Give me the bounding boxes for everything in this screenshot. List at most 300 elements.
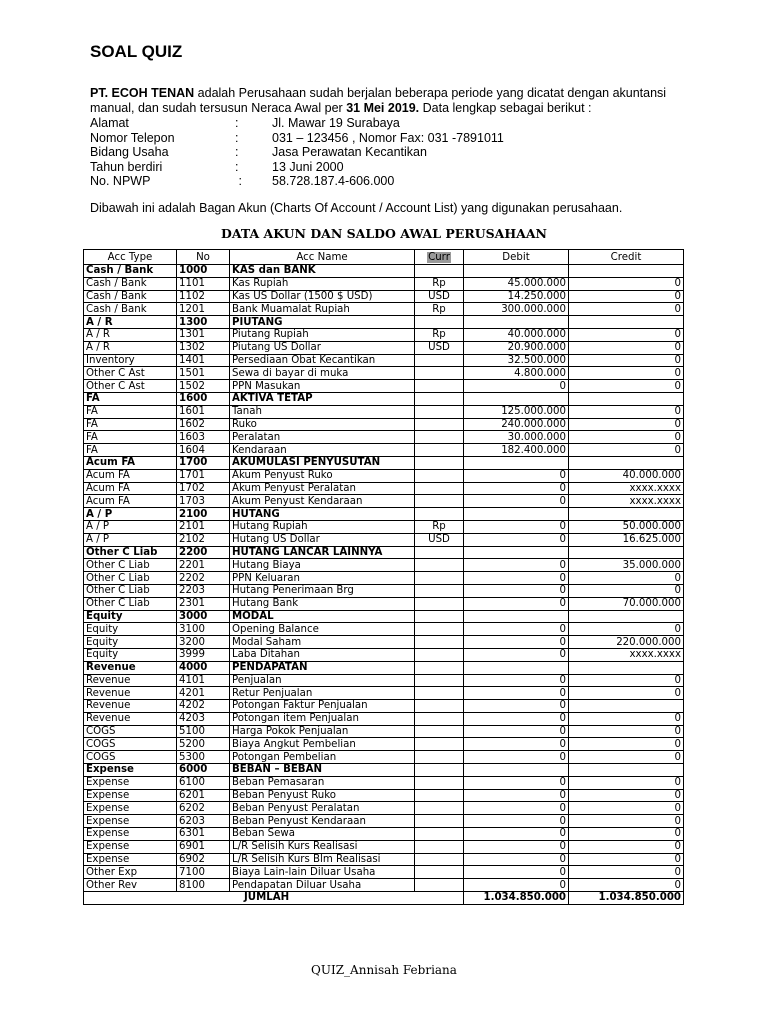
curr-cell: [415, 725, 464, 738]
acc-type-cell: Expense: [84, 802, 177, 815]
info-row: Tahun berdiri : 13 Juni 2000: [90, 159, 344, 174]
acc-name-cell: Peralatan: [230, 431, 415, 444]
acc-name-cell: Biaya Lain-lain Diluar Usaha: [230, 866, 415, 879]
curr-cell: [415, 636, 464, 649]
table-row: [84, 674, 684, 687]
debit-cell: 0: [464, 789, 569, 802]
acc-name-cell: Kas US Dollar (1500 $ USD): [230, 290, 415, 303]
debit-cell: 40.000.000: [464, 328, 569, 341]
credit-cell: 0: [569, 354, 684, 367]
credit-cell: 0: [569, 815, 684, 828]
credit-cell: 0: [569, 879, 684, 892]
credit-cell: xxxx.xxxx: [569, 495, 684, 508]
curr-cell: USD: [415, 341, 464, 354]
acc-no-cell: 2202: [177, 572, 230, 585]
debit-cell: 4.800.000: [464, 367, 569, 380]
credit-cell: 0: [569, 725, 684, 738]
acc-type-cell: Cash / Bank: [84, 290, 177, 303]
acc-no-cell: 4201: [177, 687, 230, 700]
curr-cell: [415, 482, 464, 495]
curr-cell: [415, 572, 464, 585]
credit-cell: 0: [569, 431, 684, 444]
debit-cell: [464, 456, 569, 469]
acc-no-cell: 1401: [177, 354, 230, 367]
acc-type-cell: Acum FA: [84, 482, 177, 495]
acc-type-cell: Revenue: [84, 687, 177, 700]
curr-cell: Rp: [415, 303, 464, 316]
credit-cell: [569, 546, 684, 559]
acc-type-cell: Other Rev: [84, 879, 177, 892]
acc-type-cell: Cash / Bank: [84, 265, 177, 278]
acc-type-cell: Equity: [84, 623, 177, 636]
table-group-row: [84, 546, 684, 559]
curr-cell: [415, 661, 464, 674]
table-group-row: [84, 661, 684, 674]
acc-type-cell: FA: [84, 444, 177, 457]
debit-cell: 0: [464, 674, 569, 687]
table-row: [84, 712, 684, 725]
debit-cell: 0: [464, 802, 569, 815]
debit-cell: [464, 764, 569, 777]
table-row: [84, 341, 684, 354]
credit-cell: 0: [569, 405, 684, 418]
acc-no-cell: 3100: [177, 623, 230, 636]
credit-cell: 0: [569, 367, 684, 380]
curr-cell: [415, 559, 464, 572]
acc-name-cell: BEBAN – BEBAN: [230, 764, 415, 777]
debit-cell: 0: [464, 853, 569, 866]
table-row: [84, 354, 684, 367]
table-row: [84, 482, 684, 495]
acc-no-cell: 7100: [177, 866, 230, 879]
table-row: [84, 853, 684, 866]
curr-cell: [415, 700, 464, 713]
acc-name-cell: Retur Penjualan: [230, 687, 415, 700]
debit-cell: 0: [464, 520, 569, 533]
debit-cell: [464, 661, 569, 674]
acc-name-cell: Penjualan: [230, 674, 415, 687]
acc-type-cell: Inventory: [84, 354, 177, 367]
debit-cell: 0: [464, 776, 569, 789]
acc-name-cell: Piutang US Dollar: [230, 341, 415, 354]
credit-cell: [569, 764, 684, 777]
acc-no-cell: 1701: [177, 469, 230, 482]
credit-cell: 0: [569, 277, 684, 290]
curr-cell: USD: [415, 290, 464, 303]
acc-no-cell: 6203: [177, 815, 230, 828]
table-body: [84, 265, 684, 892]
col-debit: Debit: [464, 250, 569, 265]
credit-cell: [569, 392, 684, 405]
curr-cell: [415, 789, 464, 802]
total-row: [84, 892, 684, 905]
curr-cell: [415, 444, 464, 457]
col-no: No: [177, 250, 230, 265]
acc-type-cell: Expense: [84, 853, 177, 866]
debit-cell: 0: [464, 840, 569, 853]
curr-cell: [415, 687, 464, 700]
acc-no-cell: 1000: [177, 265, 230, 278]
table-row: [84, 533, 684, 546]
acc-type-cell: Other Exp: [84, 866, 177, 879]
debit-cell: 20.900.000: [464, 341, 569, 354]
table-group-row: [84, 456, 684, 469]
acc-type-cell: Revenue: [84, 661, 177, 674]
credit-cell: 220.000.000: [569, 636, 684, 649]
curr-cell: USD: [415, 533, 464, 546]
acc-name-cell: Beban Penyust Ruko: [230, 789, 415, 802]
debit-cell: 0: [464, 482, 569, 495]
debit-cell: [464, 265, 569, 278]
curr-cell: [415, 316, 464, 329]
acc-type-cell: FA: [84, 418, 177, 431]
acc-no-cell: 6902: [177, 853, 230, 866]
balance-date: 31 Mei 2019.: [346, 101, 420, 115]
curr-cell: [415, 648, 464, 661]
acc-name-cell: Piutang Rupiah: [230, 328, 415, 341]
acc-no-cell: 1703: [177, 495, 230, 508]
table-row: [84, 700, 684, 713]
acc-no-cell: 1601: [177, 405, 230, 418]
debit-cell: 0: [464, 828, 569, 841]
acc-name-cell: Akum Penyust Peralatan: [230, 482, 415, 495]
acc-name-cell: Laba Ditahan: [230, 648, 415, 661]
acc-no-cell: 6301: [177, 828, 230, 841]
acc-type-cell: Other C Liab: [84, 572, 177, 585]
acc-type-cell: Equity: [84, 636, 177, 649]
curr-cell: [415, 418, 464, 431]
acc-no-cell: 1302: [177, 341, 230, 354]
acc-no-cell: 6000: [177, 764, 230, 777]
table-row: [84, 636, 684, 649]
acc-no-cell: 6100: [177, 776, 230, 789]
credit-cell: 0: [569, 303, 684, 316]
credit-cell: 0: [569, 751, 684, 764]
table-row: [84, 738, 684, 751]
acc-type-cell: FA: [84, 405, 177, 418]
acc-name-cell: Hutang US Dollar: [230, 533, 415, 546]
table-group-row: [84, 265, 684, 278]
acc-type-cell: A / R: [84, 328, 177, 341]
acc-type-cell: Other C Liab: [84, 584, 177, 597]
table-row: [84, 789, 684, 802]
table-row: [84, 725, 684, 738]
table-row: [84, 584, 684, 597]
acc-no-cell: 6901: [177, 840, 230, 853]
table-group-row: [84, 508, 684, 521]
acc-name-cell: HUTANG: [230, 508, 415, 521]
acc-name-cell: Opening Balance: [230, 623, 415, 636]
table-row: [84, 828, 684, 841]
curr-cell: [415, 738, 464, 751]
debit-cell: 0: [464, 380, 569, 393]
curr-cell: [415, 751, 464, 764]
table-row: [84, 648, 684, 661]
acc-name-cell: Modal Saham: [230, 636, 415, 649]
curr-cell: [415, 712, 464, 725]
credit-cell: 70.000.000: [569, 597, 684, 610]
curr-cell: [415, 828, 464, 841]
intro-text-1: adalah Perusahaan sudah berjalan beberapa periode yang dicatat dengan akuntansi manual, dan sudah tersusun Neraca Awal per: [90, 86, 667, 115]
table-row: [84, 520, 684, 533]
credit-cell: 0: [569, 572, 684, 585]
acc-no-cell: 2203: [177, 584, 230, 597]
acc-type-cell: Expense: [84, 789, 177, 802]
credit-cell: 0: [569, 712, 684, 725]
debit-cell: 125.000.000: [464, 405, 569, 418]
company-info: [90, 116, 504, 189]
curr-cell: [415, 367, 464, 380]
curr-cell: [415, 392, 464, 405]
debit-cell: 0: [464, 623, 569, 636]
acc-name-cell: Harga Pokok Penjualan: [230, 725, 415, 738]
curr-cell: [415, 469, 464, 482]
acc-type-cell: Expense: [84, 815, 177, 828]
acc-no-cell: 1101: [177, 277, 230, 290]
curr-cell: [415, 456, 464, 469]
table-row: [84, 277, 684, 290]
acc-name-cell: PPN Keluaran: [230, 572, 415, 585]
acc-type-cell: Other C Liab: [84, 597, 177, 610]
credit-cell: 0: [569, 444, 684, 457]
curr-cell: [415, 610, 464, 623]
acc-type-cell: Other C Liab: [84, 559, 177, 572]
curr-cell: [415, 380, 464, 393]
col-acc-type: Acc Type: [84, 250, 177, 265]
acc-no-cell: 1300: [177, 316, 230, 329]
coa-description: Dibawah ini adalah Bagan Akun (Charts Of Account / Account List) yang digunakan perusahaan.: [90, 201, 623, 215]
curr-cell: [415, 405, 464, 418]
debit-cell: 0: [464, 469, 569, 482]
table-row: [84, 303, 684, 316]
debit-cell: 0: [464, 712, 569, 725]
acc-no-cell: 6202: [177, 802, 230, 815]
acc-type-cell: Other C Ast: [84, 380, 177, 393]
debit-cell: 45.000.000: [464, 277, 569, 290]
acc-name-cell: PENDAPATAN: [230, 661, 415, 674]
acc-no-cell: 6201: [177, 789, 230, 802]
acc-no-cell: 3999: [177, 648, 230, 661]
acc-no-cell: 2101: [177, 520, 230, 533]
debit-cell: 0: [464, 597, 569, 610]
acc-no-cell: 3200: [177, 636, 230, 649]
credit-cell: 0: [569, 290, 684, 303]
table-row: [84, 431, 684, 444]
acc-no-cell: 1501: [177, 367, 230, 380]
acc-type-cell: A / P: [84, 520, 177, 533]
acc-no-cell: 4101: [177, 674, 230, 687]
debit-cell: 300.000.000: [464, 303, 569, 316]
col-credit: Credit: [569, 250, 684, 265]
acc-no-cell: 1600: [177, 392, 230, 405]
acc-name-cell: Potongan Pembelian: [230, 751, 415, 764]
curr-cell: [415, 354, 464, 367]
debit-cell: 0: [464, 572, 569, 585]
debit-cell: 0: [464, 584, 569, 597]
acc-type-cell: Expense: [84, 764, 177, 777]
acc-name-cell: L/R Selisih Kurs Blm Realisasi: [230, 853, 415, 866]
acc-no-cell: 1102: [177, 290, 230, 303]
credit-cell: 0: [569, 789, 684, 802]
page-title: SOAL QUIZ: [90, 42, 183, 61]
acc-no-cell: 5100: [177, 725, 230, 738]
acc-type-cell: Acum FA: [84, 456, 177, 469]
debit-cell: 0: [464, 738, 569, 751]
table-group-row: [84, 764, 684, 777]
acc-type-cell: Cash / Bank: [84, 303, 177, 316]
debit-cell: 0: [464, 648, 569, 661]
curr-cell: Rp: [415, 520, 464, 533]
credit-cell: 0: [569, 738, 684, 751]
credit-cell: [569, 661, 684, 674]
acc-name-cell: Akum Penyust Kendaraan: [230, 495, 415, 508]
table-group-row: [84, 392, 684, 405]
table-group-row: [84, 316, 684, 329]
debit-cell: 32.500.000: [464, 354, 569, 367]
credit-cell: 40.000.000: [569, 469, 684, 482]
curr-cell: [415, 584, 464, 597]
credit-cell: [569, 508, 684, 521]
table-row: [84, 328, 684, 341]
acc-no-cell: 5200: [177, 738, 230, 751]
credit-cell: 0: [569, 802, 684, 815]
acc-type-cell: Revenue: [84, 674, 177, 687]
credit-cell: 50.000.000: [569, 520, 684, 533]
acc-type-cell: Expense: [84, 776, 177, 789]
acc-name-cell: HUTANG LANCAR LAINNYA: [230, 546, 415, 559]
table-row: [84, 367, 684, 380]
col-curr: Curr: [415, 250, 464, 265]
acc-name-cell: Hutang Bank: [230, 597, 415, 610]
curr-cell: [415, 597, 464, 610]
acc-no-cell: 1201: [177, 303, 230, 316]
acc-type-cell: A / P: [84, 508, 177, 521]
acc-name-cell: Sewa di bayar di muka: [230, 367, 415, 380]
debit-cell: 0: [464, 636, 569, 649]
curr-cell: [415, 431, 464, 444]
total-label: JUMLAH: [84, 892, 415, 905]
credit-cell: 0: [569, 828, 684, 841]
acc-no-cell: 1301: [177, 328, 230, 341]
credit-cell: 0: [569, 866, 684, 879]
acc-name-cell: Hutang Rupiah: [230, 520, 415, 533]
acc-name-cell: Pendapatan Diluar Usaha: [230, 879, 415, 892]
table-row: [84, 495, 684, 508]
acc-type-cell: Expense: [84, 828, 177, 841]
acc-name-cell: Potongan Faktur Penjualan: [230, 700, 415, 713]
acc-type-cell: Acum FA: [84, 469, 177, 482]
credit-cell: 0: [569, 687, 684, 700]
acc-type-cell: FA: [84, 392, 177, 405]
acc-name-cell: Kendaraan: [230, 444, 415, 457]
credit-cell: 16.625.000: [569, 533, 684, 546]
debit-cell: 30.000.000: [464, 431, 569, 444]
acc-no-cell: 5300: [177, 751, 230, 764]
acc-name-cell: MODAL: [230, 610, 415, 623]
table-row: [84, 380, 684, 393]
account-table: [83, 249, 684, 905]
acc-name-cell: Bank Muamalat Rupiah: [230, 303, 415, 316]
debit-cell: 0: [464, 533, 569, 546]
credit-cell: 0: [569, 776, 684, 789]
acc-type-cell: COGS: [84, 725, 177, 738]
debit-cell: 0: [464, 866, 569, 879]
footer-text: QUIZ_Annisah Febriana: [311, 963, 457, 977]
credit-cell: 0: [569, 328, 684, 341]
acc-name-cell: Potongan item Penjualan: [230, 712, 415, 725]
acc-name-cell: L/R Selisih Kurs Realisasi: [230, 840, 415, 853]
curr-cell: Rp: [415, 277, 464, 290]
debit-cell: 0: [464, 879, 569, 892]
credit-cell: 0: [569, 840, 684, 853]
debit-cell: 0: [464, 815, 569, 828]
credit-cell: [569, 265, 684, 278]
credit-cell: [569, 456, 684, 469]
company-name: PT. ECOH TENAN: [90, 86, 195, 100]
acc-name-cell: Kas Rupiah: [230, 277, 415, 290]
credit-cell: 0: [569, 418, 684, 431]
acc-no-cell: 2301: [177, 597, 230, 610]
acc-no-cell: 1603: [177, 431, 230, 444]
acc-name-cell: Tanah: [230, 405, 415, 418]
info-row: Nomor Telepon : 031 – 123456 , Nomor Fax: 031 -7891011: [90, 130, 504, 145]
credit-cell: 0: [569, 853, 684, 866]
acc-no-cell: 2200: [177, 546, 230, 559]
acc-type-cell: A / R: [84, 341, 177, 354]
table-row: [84, 405, 684, 418]
curr-cell: [415, 840, 464, 853]
table-row: [84, 802, 684, 815]
acc-type-cell: Cash / Bank: [84, 277, 177, 290]
acc-no-cell: 3000: [177, 610, 230, 623]
table-row: [84, 840, 684, 853]
debit-cell: 0: [464, 751, 569, 764]
acc-no-cell: 1602: [177, 418, 230, 431]
acc-no-cell: 4202: [177, 700, 230, 713]
credit-cell: 0: [569, 584, 684, 597]
acc-no-cell: 2102: [177, 533, 230, 546]
col-acc-name: Acc Name: [230, 250, 415, 265]
curr-cell: [415, 776, 464, 789]
table-row: [84, 597, 684, 610]
table-group-row: [84, 610, 684, 623]
acc-no-cell: 1502: [177, 380, 230, 393]
credit-cell: 0: [569, 341, 684, 354]
table-row: [84, 776, 684, 789]
acc-name-cell: Ruko: [230, 418, 415, 431]
debit-cell: 0: [464, 725, 569, 738]
debit-cell: 0: [464, 687, 569, 700]
acc-type-cell: Equity: [84, 610, 177, 623]
acc-no-cell: 2201: [177, 559, 230, 572]
info-row: Bidang Usaha : Jasa Perawatan Kecantikan: [90, 145, 427, 159]
table-row: [84, 418, 684, 431]
credit-cell: 0: [569, 380, 684, 393]
table-row: [84, 879, 684, 892]
acc-type-cell: Acum FA: [84, 495, 177, 508]
acc-name-cell: Beban Penyust Kendaraan: [230, 815, 415, 828]
curr-cell: [415, 623, 464, 636]
info-row: No. NPWP : 58.728.187.4-606.000: [90, 174, 395, 188]
acc-no-cell: 2100: [177, 508, 230, 521]
debit-cell: [464, 316, 569, 329]
curr-cell: [415, 879, 464, 892]
curr-cell: [415, 546, 464, 559]
acc-name-cell: AKTIVA TETAP: [230, 392, 415, 405]
table-header-row: [84, 250, 684, 265]
acc-name-cell: Akum Penyust Ruko: [230, 469, 415, 482]
acc-no-cell: 4203: [177, 712, 230, 725]
